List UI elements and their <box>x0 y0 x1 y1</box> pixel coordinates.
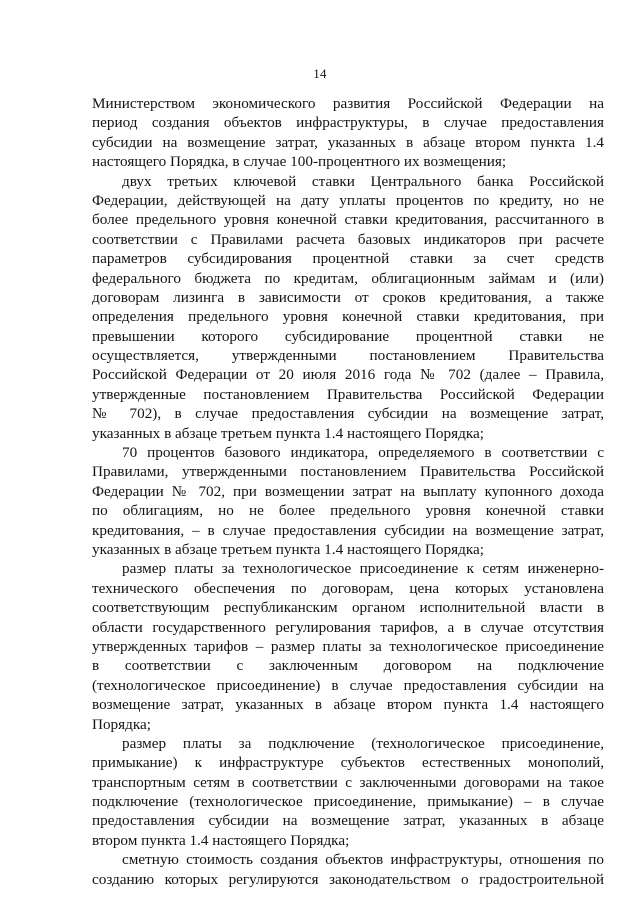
text-line: параметров субсидирования процентной ставки за счет средств <box>92 250 604 268</box>
text-line: утвержденных тарифов – размер платы за технологическое присоединение <box>92 637 604 655</box>
text-line: Федерации, действующей на дату уплаты процентов по кредиту, но не <box>92 191 604 209</box>
text-line: размер платы за технологическое присоединение к сетям инженерно- <box>122 560 604 578</box>
text-line: соответствии с Правилами расчета базовых индикаторов при расчете <box>92 230 604 248</box>
text-line: договорам лизинга в зависимости от сроков кредитования, а также <box>92 288 604 306</box>
page-number: 14 <box>313 66 327 81</box>
text-line: № 702), в случае предоставления субсидии на возмещение затрат, <box>92 405 604 423</box>
text-line: период создания объектов инфраструктуры, в случае предоставления <box>92 114 604 132</box>
text-line: Порядка; <box>92 715 151 733</box>
text-line: определения предельного уровня конечной ставки кредитования, при <box>92 308 604 326</box>
text-line: соответствующим республиканским органом исполнительной власти в <box>92 599 604 617</box>
text-line: (технологическое присоединение) в случае предоставления субсидии на <box>92 676 604 694</box>
text-line: Федерации № 702, при возмещении затрат на выплату купонного дохода <box>92 482 604 500</box>
text-line: превышении которого субсидирование процентной ставки не <box>92 327 604 345</box>
text-line: Правилами, утвержденными постановлением Правительства Российской <box>92 463 604 481</box>
text-line: сметную стоимость создания объектов инфраструктуры, отношения по <box>122 851 604 869</box>
text-line: указанных в абзаце третьем пункта 1.4 настоящего Порядка; <box>92 424 484 442</box>
text-line: области государственного регулирования тарифов, а в случае отсутствия <box>92 618 604 636</box>
text-line: 70 процентов базового индикатора, определяемого в соответствии с <box>122 444 604 462</box>
text-line: более предельного уровня конечной ставки кредитования, рассчитанного в <box>92 211 604 229</box>
text-line: настоящего Порядка, в случае 100-процентного их возмещения; <box>92 153 507 171</box>
text-line: осуществляется, утвержденными постановлением Правительства <box>92 347 604 365</box>
text-line: созданию которых регулируются законодательством о градостроительной <box>92 870 604 888</box>
text-line: по облигациям, но не более предельного уровня конечной ставки <box>92 502 604 520</box>
text-line: федерального бюджета по кредитам, облигационным займам и (или) <box>92 269 604 287</box>
text-line: Министерством экономического развития Российской Федерации на <box>92 95 604 112</box>
text-line: предоставления субсидии на возмещение затрат, указанных в абзаце <box>92 812 604 830</box>
text-line: Российской Федерации от 20 июля 2016 года № 702 (далее – Правила, <box>92 366 604 384</box>
text-line: указанных в абзаце третьем пункта 1.4 настоящего Порядка; <box>92 540 484 558</box>
text-line: втором пункта 1.4 настоящего Порядка; <box>92 831 350 849</box>
text-line: двух третьих ключевой ставки Центрального банка Российской <box>122 172 604 190</box>
text-line: утвержденные постановлением Правительства Российской Федерации <box>92 385 604 403</box>
text-line: транспортным сетям в соответствии с заключенными договорами на такое <box>92 773 604 791</box>
text-line: кредитования, – в случае предоставления субсидии на возмещение затрат, <box>92 521 604 539</box>
text-line: примыкание) к инфраструктуре субъектов естественных монополий, <box>92 754 604 772</box>
text-line: подключение (технологическое присоединение, примыкание) – в случае <box>92 793 604 811</box>
document-body <box>92 94 604 889</box>
text-line: субсидии на возмещение затрат, указанных в абзаце втором пункта 1.4 <box>92 133 604 151</box>
text-line: в соответствии с заключенным договором на подключение <box>92 657 604 675</box>
text-line: возмещение затрат, указанных в абзаце втором пункта 1.4 настоящего <box>92 696 604 714</box>
text-line: технического обеспечения по договорам, цена которых установлена <box>92 579 604 597</box>
text-line: размер платы за подключение (технологическое присоединение, <box>122 734 604 752</box>
